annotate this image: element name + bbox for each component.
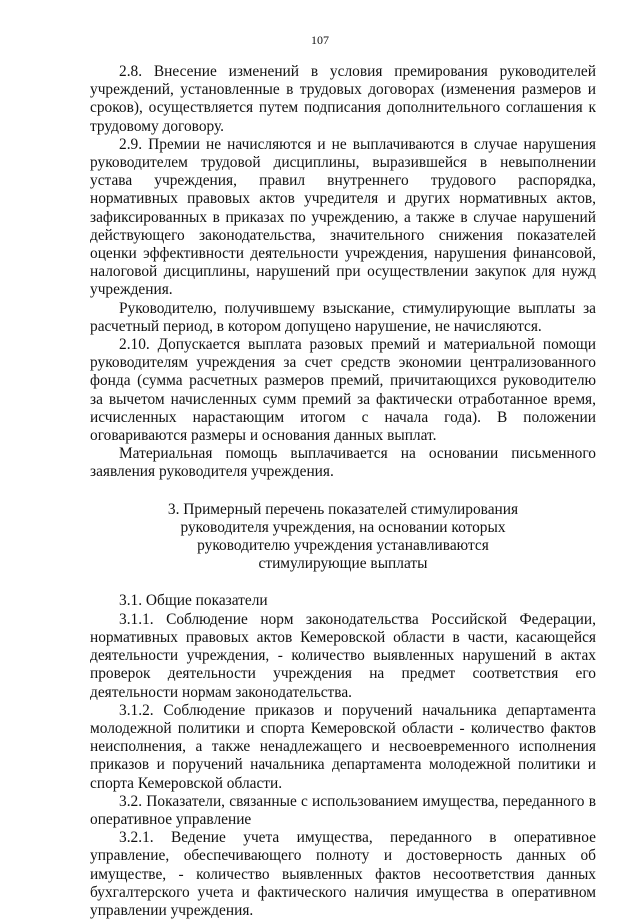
paragraph-2-10: 2.10. Допускается выплата разовых премий и материальной помощи руководителям учреждения за счет средств экономии централизованного фонда (сумма расчетных размеров премий, причитающихся руководителю за вычетом начисленных сумм премий за фактически отработанное время, исчисленных нарастающим итогом с начала года). В положении оговариваются размеры и основания данных выплат. xyxy=(90,336,596,445)
paragraph-3-1: 3.1. Общие показатели xyxy=(119,592,268,610)
section-heading-line-1: 3. Примерный перечень показателей стимулирования xyxy=(167,500,519,518)
paragraph-2-9: 2.9. Премии не начисляются и не выплачиваются в случае нарушения руководителем трудовой дисциплины, выразившейся в невыполнении устава учреждения, правил внутреннего трудового распорядка, нормативных правовых актов учредителя и других нормативных актов, зафиксированных в приказах по учреждению, а также в случае нарушений действующего законодательства, значительного снижения показателей оценки эффективности деятельности учреждения, нарушения финансовой, налоговой дисциплины, нарушений при осуществлении закупок для нужд учреждения. xyxy=(90,135,596,299)
page-number: 107 xyxy=(311,33,329,47)
paragraph-2-8: 2.8. Внесение изменений в условия премирования руководителей учреждений, установленные в трудовых договорах (изменения размеров и сроков), осуществляется путем подписания дополнительного соглашения к трудовому договору. xyxy=(90,63,596,135)
paragraph-3-1-1: 3.1.1. Соблюдение норм законодательства Российской Федерации, нормативных правовых актов Кемеровской области в части, касающейся деятельности учреждения, - количество выявленных нарушений в актах проверок деятельности учреждения на предмет соответствия его деятельности нормам законодательства. xyxy=(90,610,596,701)
section-heading-line-2: руководителя учреждения, на основании которых xyxy=(180,518,506,536)
document-body xyxy=(90,63,596,920)
paragraph-material-aid: Материальная помощь выплачивается на основании письменного заявления руководителя учреждения. xyxy=(90,445,596,481)
paragraph-3-2: 3.2. Показатели, связанные с использованием имущества, переданного в оперативное управление xyxy=(90,792,596,828)
section-heading-line-3: руководителю учреждения устанавливаются xyxy=(197,537,489,555)
section-heading-line-4: стимулирующие выплаты xyxy=(258,555,428,573)
paragraph-3-2-1: 3.2.1. Ведение учета имущества, переданного в оперативное управление, обеспечивающего полноту и достоверность данных об имуществе, - количество выявленных фактов несоответствия данных бухгалтерского учета и фактического наличия имущества в оперативном управлении учреждения. xyxy=(90,829,596,919)
paragraph-3-1-2: 3.1.2. Соблюдение приказов и поручений начальника департамента молодежной политики и спорта Кемеровской области - количество фактов неисполнения, а также ненадлежащего и несвоевременного исполнения приказов и поручений начальника департамента молодежной политики и спорта Кемеровской области. xyxy=(90,701,596,792)
paragraph-sanction: Руководителю, получившему взыскание, стимулирующие выплаты за расчетный период, в котором допущено нарушение, не начисляются. xyxy=(90,299,596,335)
